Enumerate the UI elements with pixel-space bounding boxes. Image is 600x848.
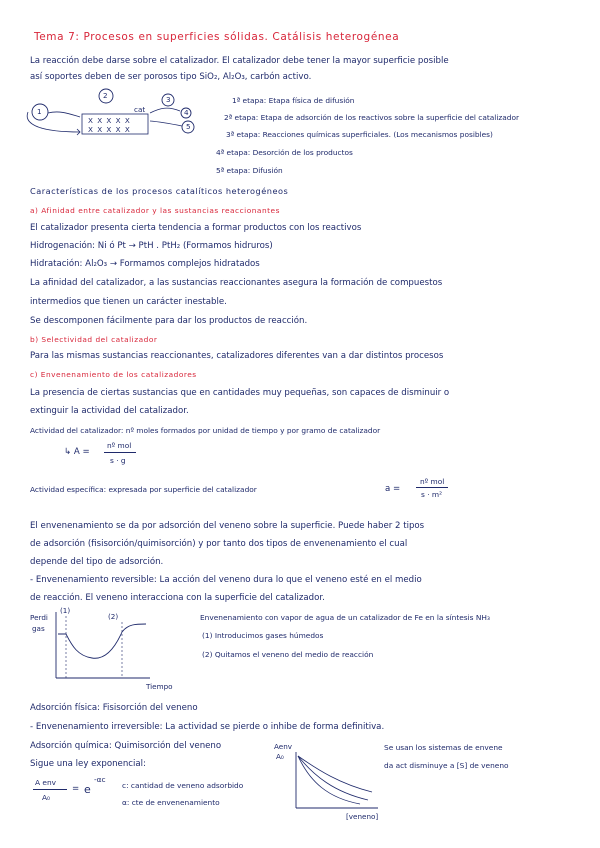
stage-5: 5ª etapa: Difusión bbox=[216, 166, 283, 175]
exp-numerator: A env bbox=[35, 778, 57, 787]
activity-formula-lhs: ↳ A = bbox=[64, 447, 90, 457]
specific-activity: Actividad específica: expresada por superficie del catalizador bbox=[30, 485, 257, 494]
specific-activity-numerator: nº mol bbox=[420, 477, 445, 486]
activity-formula-numerator: nº mol bbox=[107, 441, 132, 450]
graph2-ylabel-num: Aenv bbox=[274, 742, 293, 751]
a-line-6: Se descomponen fácilmente para dar los productos de reacción. bbox=[30, 316, 308, 326]
catalyst-mark: cat bbox=[134, 105, 146, 114]
bottom-line-3: Adsorción química: Quimisorción del veneno bbox=[30, 741, 222, 751]
graph1-ylabel-2: gas bbox=[32, 624, 45, 633]
stage-2: 2ª etapa: Etapa de adsorción de los reactivos sobre la superficie del catalizador bbox=[224, 113, 520, 122]
step-circle-2: 2 bbox=[103, 91, 108, 100]
specific-activity-denominator: s · m² bbox=[421, 490, 443, 499]
graph1-note-3: (2) Quitamos el veneno del medio de reacción bbox=[202, 650, 374, 659]
lattice-row-2: X X X X X bbox=[88, 125, 131, 134]
stage-4: 4ª etapa: Desorción de los productos bbox=[216, 148, 353, 157]
graph1-note-1: Envenenamiento con vapor de agua de un catalizador de Fe en la síntesis NH₃ bbox=[200, 613, 490, 622]
specific-activity-lhs: a = bbox=[385, 484, 401, 494]
bottom-line-4: Sigue una ley exponencial: bbox=[30, 759, 146, 769]
reversible-line-2: de reacción. El veneno interacciona con la superficie del catalizador. bbox=[30, 593, 325, 603]
graph2-note-2: da act disminuye a [S] de veneno bbox=[384, 761, 509, 770]
activity-definition: Actividad del catalizador: nº moles formados por unidad de tiempo y por gramo de catalizador bbox=[30, 426, 381, 435]
exp-equals: = bbox=[72, 784, 80, 794]
exp-exponent: -αc bbox=[94, 775, 106, 784]
exp-legend-2: α: cte de envenenamiento bbox=[122, 798, 220, 807]
poison-line-1: El envenenamiento se da por adsorción del veneno sobre la superficie. Puede haber 2 tipos bbox=[30, 521, 425, 531]
exp-base: e bbox=[84, 783, 91, 796]
bottom-line-1: Adsorción física: Fisisorción del veneno bbox=[30, 703, 198, 713]
step-circle-5: 5 bbox=[186, 122, 191, 131]
poison-line-3: depende del tipo de adsorción. bbox=[30, 557, 164, 567]
c-line-2: extinguir la actividad del catalizador. bbox=[30, 406, 189, 416]
poison-line-2: de adsorción (fisisorción/quimisorción) y por tanto dos tipos de envenenamiento el cual bbox=[30, 539, 408, 549]
graph1-point-2: (2) bbox=[108, 612, 119, 621]
graph2-note-1: Se usan los sistemas de envene bbox=[384, 743, 503, 752]
step-circle-3: 3 bbox=[166, 95, 171, 104]
a-line-4: La afinidad del catalizador, a las sustancias reaccionantes asegura la formación de compuestos bbox=[30, 278, 443, 288]
activity-formula-denominator: s · g bbox=[110, 456, 126, 465]
step-circle-1: 1 bbox=[37, 107, 42, 116]
bottom-line-2: - Envenenamiento irreversible: La actividad se pierde o inhibe de forma definitiva. bbox=[30, 722, 385, 732]
exp-legend-1: c: cantidad de veneno adsorbido bbox=[122, 781, 244, 790]
b-line: Para las mismas sustancias reaccionantes, catalizadores diferentes van a dar distintos procesos bbox=[30, 351, 444, 361]
lattice-row-1: X X X X X bbox=[88, 116, 131, 125]
graph2-xlabel: [veneno] bbox=[346, 812, 379, 821]
intro-line-1: La reacción debe darse sobre el catalizador. El catalizador debe tener la mayor superficie posible bbox=[30, 56, 449, 66]
subheading-c: c) Envenenamiento de los catalizadores bbox=[30, 370, 197, 379]
reversible-line-1: - Envenenamiento reversible: La acción del veneno dura lo que el veneno esté en el medio bbox=[30, 575, 422, 585]
c-line-1: La presencia de ciertas sustancias que en cantidades muy pequeñas, son capaces de disminuir o bbox=[30, 388, 450, 398]
graph1-note-2: (1) Introducimos gases húmedos bbox=[202, 631, 324, 640]
a-line-5: intermedios que tienen un carácter inestable. bbox=[30, 297, 227, 307]
graph1-xlabel: Tiempo bbox=[146, 682, 173, 691]
section-title: Características de los procesos catalíticos heterogéneos bbox=[30, 186, 289, 196]
stage-3: 3ª etapa: Reacciones químicas superficiales. (Los mecanismos posibles) bbox=[226, 130, 493, 139]
subheading-a: a) Afinidad entre catalizador y las sustancias reaccionantes bbox=[30, 206, 280, 215]
stage-1: 1ª etapa: Etapa física de difusión bbox=[232, 96, 355, 105]
intro-line-2: así soportes deben de ser porosos tipo SiO₂, Al₂O₃, carbón activo. bbox=[30, 72, 312, 82]
subheading-b: b) Selectividad del catalizador bbox=[30, 335, 158, 344]
page-title: Tema 7: Procesos en superficies sólidas. Catálisis heterogénea bbox=[34, 31, 400, 43]
graph2-ylabel-den: A₀ bbox=[276, 752, 284, 761]
exp-denominator: A₀ bbox=[42, 793, 51, 802]
graph1-ylabel-1: Perdi bbox=[30, 613, 48, 622]
a-line-2: Hidrogenación: Ni ó Pt → PtH . PtH₂ (Formamos hidruros) bbox=[30, 241, 273, 251]
a-line-1: El catalizador presenta cierta tendencia a formar productos con los reactivos bbox=[30, 223, 362, 233]
step-circle-4: 4 bbox=[184, 108, 189, 117]
a-line-3: Hidratación: Al₂O₃ → Formamos complejos hidratados bbox=[30, 259, 260, 269]
graph1-point-1: (1) bbox=[60, 606, 71, 615]
